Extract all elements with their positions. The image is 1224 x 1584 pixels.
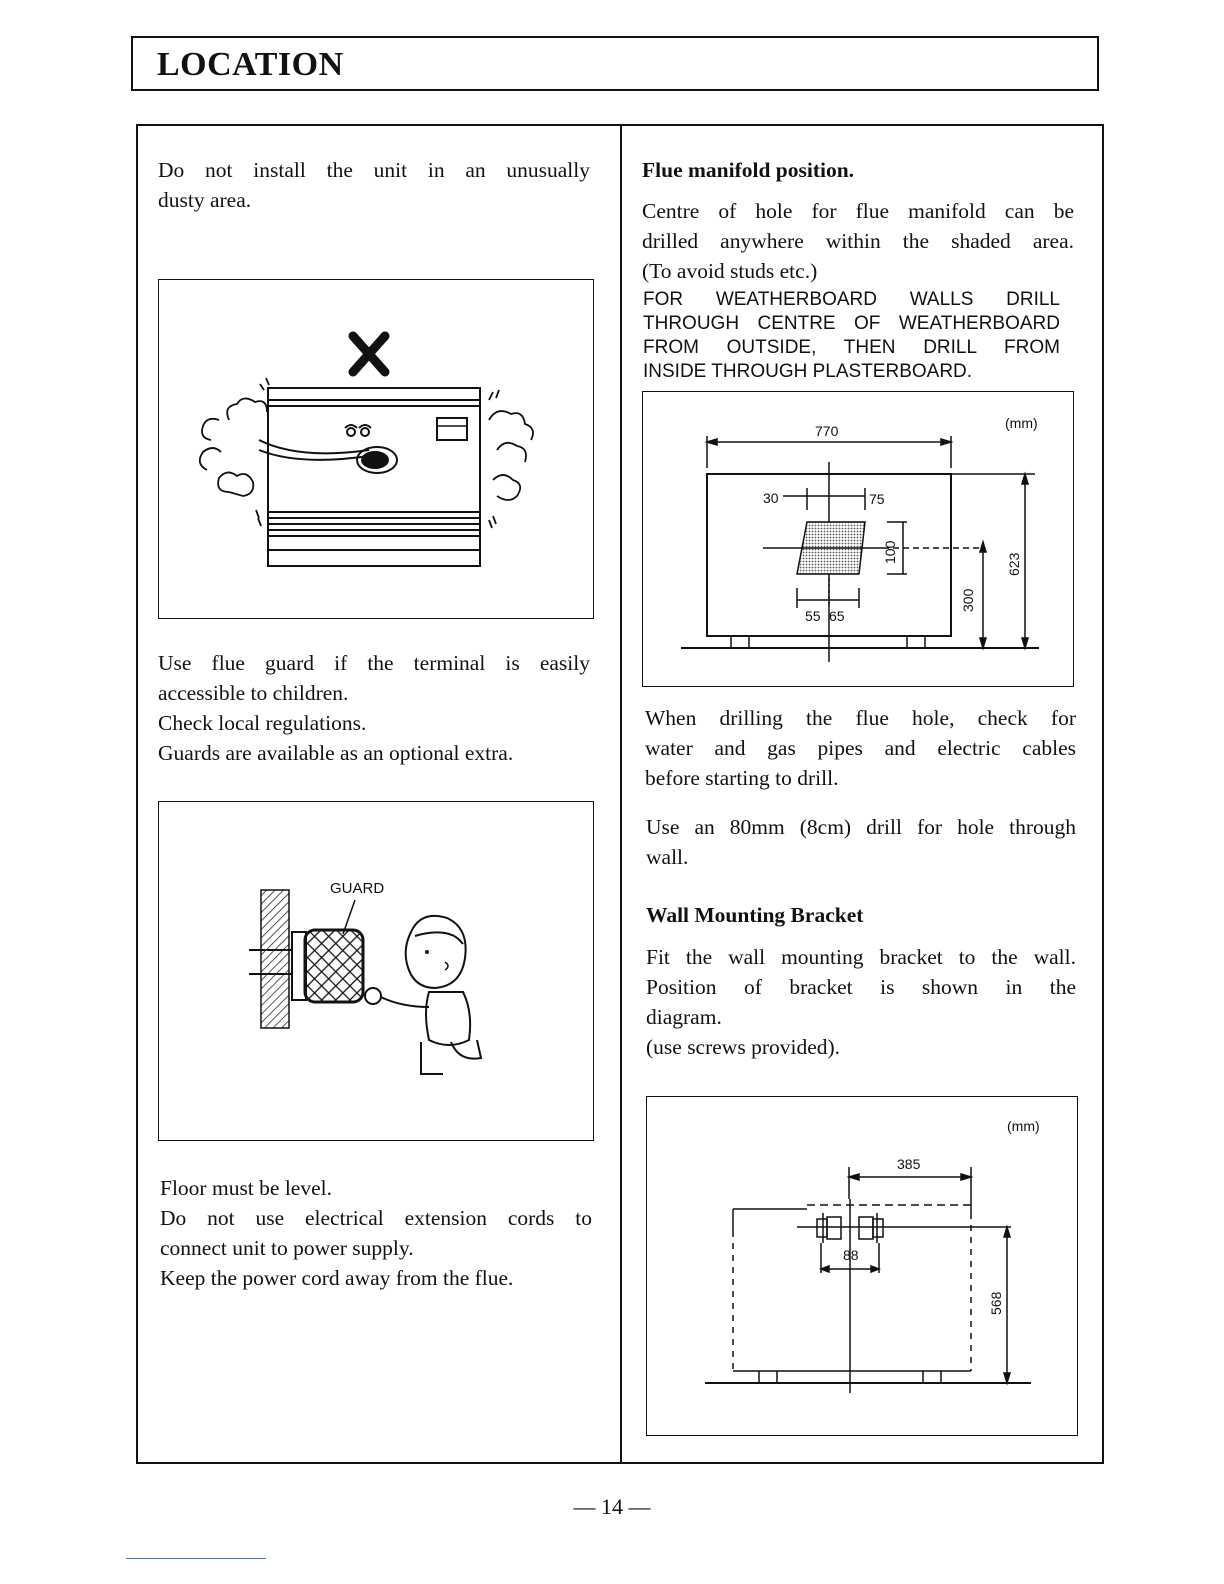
text-line: diagram. — [646, 1005, 722, 1029]
text-line: Use an 80mm (8cm) drill for hole through — [646, 815, 1076, 839]
text-line: When drilling the flue hole, check for — [645, 706, 1076, 730]
page-title: LOCATION — [157, 46, 344, 83]
dim-385: 385 — [897, 1156, 921, 1172]
text-line: INSIDE THROUGH PLASTERBOARD. — [643, 361, 973, 382]
bracket-paragraph — [646, 942, 1076, 1062]
dim-55: 55 — [805, 608, 821, 624]
flue-position-drawing — [643, 392, 1075, 688]
flue-guard-figure — [158, 801, 594, 1141]
flue-position-diagram — [642, 391, 1074, 687]
text-line: (To avoid studs etc.) — [642, 259, 818, 283]
dim-770: 770 — [815, 423, 839, 439]
dim-65: 65 — [829, 608, 845, 624]
dim-75: 75 — [869, 491, 885, 507]
title-box — [131, 36, 1099, 91]
text-line: FOR WEATHERBOARD WALLS DRILL — [643, 289, 1060, 310]
text-line: dusty area. — [158, 188, 252, 212]
unit-label: (mm) — [1005, 415, 1038, 431]
flue-guard-paragraph — [158, 648, 590, 768]
dusty-heater-figure — [158, 279, 594, 619]
text-line: water and gas pipes and electric cables — [645, 736, 1076, 760]
dim-88: 88 — [843, 1247, 859, 1263]
text-line: before starting to drill. — [645, 766, 839, 790]
text-line: drilled anywhere within the shaded area. — [642, 229, 1074, 253]
dim-300: 300 — [960, 588, 976, 612]
dim-100: 100 — [882, 540, 898, 564]
footer-rule — [126, 1558, 266, 1559]
dim-568: 568 — [988, 1291, 1004, 1315]
guard-label: GUARD — [330, 880, 385, 897]
text-line: Centre of hole for flue manifold can be — [642, 199, 1074, 223]
text-line: Position of bracket is shown in the — [646, 975, 1076, 999]
bracket-position-drawing — [647, 1097, 1079, 1437]
text-line: Keep the power cord away from the flue. — [160, 1266, 514, 1290]
drill-size-paragraph — [646, 812, 1076, 872]
weatherboard-note — [643, 288, 1060, 384]
text-line: Check local regulations. — [158, 711, 367, 735]
text-line: Floor must be level. — [160, 1176, 332, 1200]
wall-mounting-bracket-heading: Wall Mounting Bracket — [646, 903, 864, 927]
flue-manifold-paragraph — [642, 196, 1074, 286]
column-divider — [620, 124, 622, 1464]
flue-manifold-heading: Flue manifold position. — [642, 158, 855, 182]
text-line: Fit the wall mounting bracket to the wall. — [646, 945, 1076, 969]
text-line: (use screws provided). — [646, 1035, 841, 1059]
text-line: connect unit to power supply. — [160, 1236, 414, 1260]
text-line: wall. — [646, 845, 689, 869]
text-line: Use flue guard if the terminal is easily — [158, 651, 590, 675]
flue-guard-illustration — [159, 802, 595, 1142]
text-line: accessible to children. — [158, 681, 349, 705]
dusty-area-paragraph — [158, 155, 590, 215]
text-line: Do not install the unit in an unusually — [158, 158, 590, 182]
text-line: Guards are available as an optional extra. — [158, 741, 514, 765]
dim-30: 30 — [763, 490, 779, 506]
text-line: Do not use electrical extension cords to — [160, 1206, 592, 1230]
unit-label: (mm) — [1007, 1118, 1040, 1134]
prohibited-x-icon — [353, 336, 385, 372]
text-line: FROM OUTSIDE, THEN DRILL FROM — [643, 337, 1060, 358]
drilling-warning-paragraph — [645, 703, 1076, 793]
text-line: THROUGH CENTRE OF WEATHERBOARD — [643, 313, 1060, 334]
floor-power-paragraph — [160, 1173, 592, 1293]
dusty-heater-illustration — [159, 280, 595, 620]
page-number: — 14 — — [573, 1494, 651, 1519]
bracket-position-diagram — [646, 1096, 1078, 1436]
dim-623: 623 — [1006, 552, 1022, 576]
